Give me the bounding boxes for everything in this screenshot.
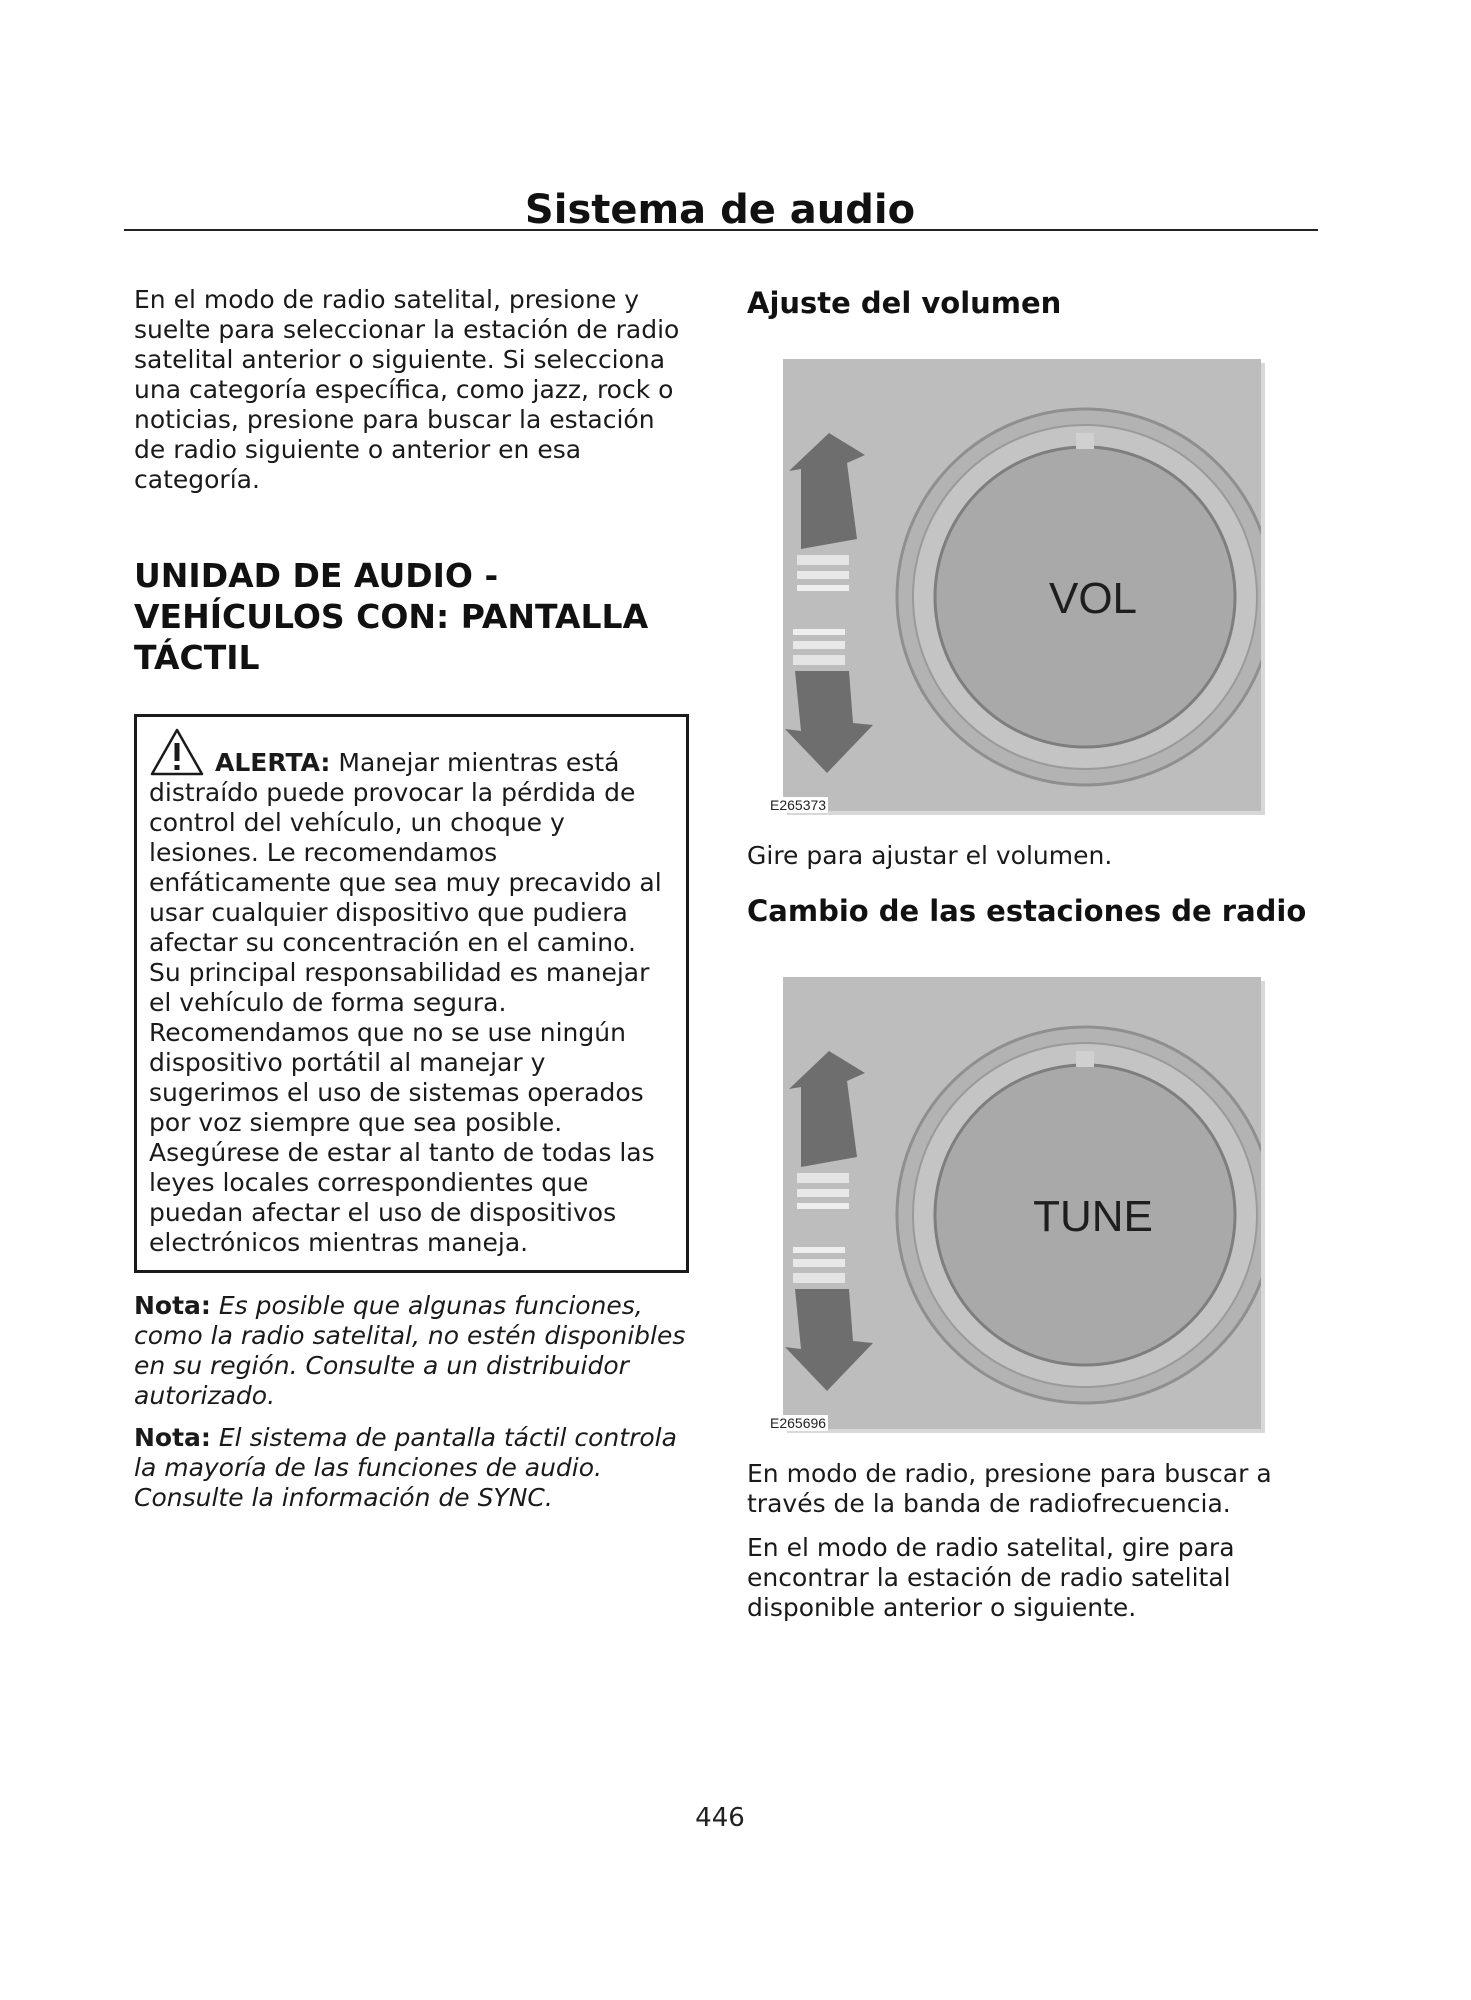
- stations-paragraph-1: En modo de radio, presione para buscar a través de la banda de radiofrecuencia.: [747, 1459, 1272, 1518]
- figure-code: E265696: [770, 1415, 827, 1431]
- rotate-down-arrow-icon: [785, 1247, 873, 1391]
- note-label: Nota:: [134, 1423, 211, 1452]
- stations-heading: Cambio de las estaciones de radio: [747, 894, 1307, 928]
- intro-paragraph: En el modo de radio satelital, presione y suelte para seleccionar la estación de radio satelital anterior o siguiente. Si selecciona una categoría específica, como jazz, rock o noticias, presione para buscar la estación de radio siguiente o anterior en esa categoría.: [134, 285, 680, 494]
- alert-label: ALERTA:: [215, 748, 331, 777]
- page-number: 446: [695, 1803, 745, 1833]
- volume-caption: Gire para ajustar el volumen.: [747, 841, 1113, 870]
- alert-box: [134, 714, 689, 1273]
- knob-label: VOL: [1048, 574, 1138, 623]
- note-label: Nota:: [134, 1291, 211, 1320]
- volume-knob-figure: [770, 359, 1261, 813]
- warning-triangle-icon: [149, 727, 205, 777]
- alert-body: [149, 748, 662, 1257]
- left-column: [134, 285, 689, 1513]
- note-1: [134, 1291, 689, 1411]
- knob-label: TUNE: [1033, 1192, 1153, 1241]
- note-text: El sistema de pantalla táctil controla la mayoría de las funciones de audio. Consulte la información de SYNC.: [134, 1423, 677, 1512]
- tune-knob-figure: [770, 977, 1261, 1431]
- rotate-up-arrow-icon: [789, 1051, 865, 1209]
- note-2: [134, 1423, 689, 1513]
- alert-text: Manejar mientras está distraído puede provocar la pérdida de control del vehículo, un choque y lesiones. Le recomendamos enfáticamente que sea muy precavido al usar cualquier dispositivo que pudiera afectar su concentración en el camino. Su principal responsabilidad es manejar el vehículo de forma segura. Recomendamos que no se use ningún dispositivo portátil al manejar y sugerimos el uso de sistemas operados por voz siempre que sea posible. Asegúrese de estar al tanto de todas las leyes locales correspondientes que puedan afectar el uso de dispositivos electrónicos mientras maneja.: [149, 748, 662, 1257]
- rotate-up-arrow-icon: [789, 433, 865, 591]
- volume-heading: Ajuste del volumen: [747, 286, 1062, 320]
- note-text: Es posible que algunas funciones, como la radio satelital, no estén disponibles en su región. Consulte a un distribuidor autorizado.: [134, 1291, 686, 1410]
- stations-paragraph-2: En el modo de radio satelital, gire para encontrar la estación de radio satelital disponible anterior o siguiente.: [747, 1533, 1235, 1622]
- page-title: Sistema de audio: [524, 186, 916, 233]
- section-heading: UNIDAD DE AUDIO - VEHÍCULOS CON: PANTALLA TÁCTIL: [134, 556, 649, 677]
- right-column: [747, 285, 1327, 1623]
- title-divider: [124, 229, 1318, 231]
- rotate-down-arrow-icon: [785, 629, 873, 773]
- figure-code: E265373: [770, 797, 827, 813]
